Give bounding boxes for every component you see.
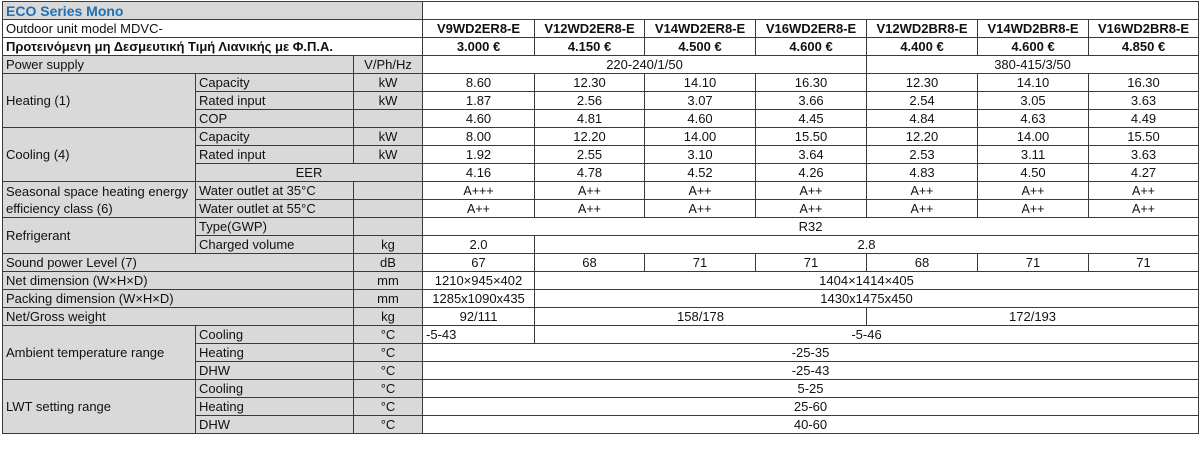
- lwt-dhw-value: 40-60: [423, 416, 1199, 434]
- weight-unit: kg: [354, 308, 423, 326]
- heating-rated-input-unit: kW: [354, 92, 423, 110]
- sound-value: 68: [867, 254, 978, 272]
- cooling-rated-input-value: 2.55: [535, 146, 645, 164]
- heating-capacity-value: 8.60: [423, 74, 535, 92]
- heating-capacity-row: [3, 74, 1199, 92]
- cooling-eer-value: 4.16: [423, 164, 535, 182]
- ambient-heating-label: Heating: [196, 344, 354, 362]
- heating-cop-value: 4.84: [867, 110, 978, 128]
- refrigerant-charged-value: 2.0: [423, 236, 535, 254]
- ambient-cooling-label: Cooling: [196, 326, 354, 344]
- price-value: 4.400 €: [867, 38, 978, 56]
- refrigerant-charged-value: 2.8: [535, 236, 1199, 254]
- cooling-capacity-unit: kW: [354, 128, 423, 146]
- sound-value: 71: [756, 254, 867, 272]
- cooling-rated-input-value: 3.11: [978, 146, 1089, 164]
- model-name: V12WD2ER8-E: [535, 20, 645, 38]
- seasonal-55-value: A++: [535, 200, 645, 218]
- cooling-eer-label: EER: [196, 164, 423, 182]
- model-name: V9WD2ER8-E: [423, 20, 535, 38]
- cooling-capacity-value: 12.20: [535, 128, 645, 146]
- lwt-cooling-label: Cooling: [196, 380, 354, 398]
- price-row: [3, 38, 1199, 56]
- weight-row: [3, 308, 1199, 326]
- cooling-eer-value: 4.50: [978, 164, 1089, 182]
- seasonal-35-row: [3, 182, 1199, 200]
- packing-dimension-unit: mm: [354, 290, 423, 308]
- packing-dimension-row: [3, 290, 1199, 308]
- heating-capacity-value: 16.30: [1089, 74, 1199, 92]
- cooling-rated-input-unit: kW: [354, 146, 423, 164]
- sound-label: Sound power Level (7): [3, 254, 354, 272]
- price-value: 4.500 €: [645, 38, 756, 56]
- lwt-cooling-value: 5-25: [423, 380, 1199, 398]
- cooling-capacity-value: 15.50: [1089, 128, 1199, 146]
- sound-value: 71: [645, 254, 756, 272]
- seasonal-55-value: A++: [1089, 200, 1199, 218]
- ambient-cooling-row: [3, 326, 1199, 344]
- model-row: [3, 20, 1199, 38]
- seasonal-35-value: A++: [535, 182, 645, 200]
- heating-cop-value: 4.60: [645, 110, 756, 128]
- table-title: ECO Series Mono: [3, 2, 423, 20]
- seasonal-35-value: A+++: [423, 182, 535, 200]
- weight-value: 172/193: [867, 308, 1199, 326]
- seasonal-35-value: A++: [756, 182, 867, 200]
- heating-cop-value: 4.49: [1089, 110, 1199, 128]
- power-supply-row: [3, 56, 1199, 74]
- lwt-dhw-unit: °C: [354, 416, 423, 434]
- refrigerant-type-unit: [354, 218, 423, 236]
- lwt-cooling-row: [3, 380, 1199, 398]
- seasonal-35-value: A++: [978, 182, 1089, 200]
- price-value: 3.000 €: [423, 38, 535, 56]
- seasonal-55-label: Water outlet at 55°C: [196, 200, 354, 218]
- price-value: 4.600 €: [978, 38, 1089, 56]
- heating-rated-input-value: 1.87: [423, 92, 535, 110]
- heating-rated-input-value: 3.63: [1089, 92, 1199, 110]
- heating-capacity-value: 12.30: [867, 74, 978, 92]
- model-name: V16WD2BR8-E: [1089, 20, 1199, 38]
- heating-rated-input-value: 2.56: [535, 92, 645, 110]
- cooling-rated-input-value: 1.92: [423, 146, 535, 164]
- cooling-capacity-value: 8.00: [423, 128, 535, 146]
- seasonal-35-value: A++: [1089, 182, 1199, 200]
- seasonal-55-value: A++: [423, 200, 535, 218]
- weight-label: Net/Gross weight: [3, 308, 354, 326]
- ambient-cooling-value: -5-43: [423, 326, 535, 344]
- ambient-cooling-unit: °C: [354, 326, 423, 344]
- cooling-capacity-label: Capacity: [196, 128, 354, 146]
- model-name: V14WD2ER8-E: [645, 20, 756, 38]
- model-row-label: Outdoor unit model MDVC-: [3, 20, 423, 38]
- packing-dimension-value: 1285x1090x435: [423, 290, 535, 308]
- price-value: 4.850 €: [1089, 38, 1199, 56]
- packing-dimension-label: Packing dimension (W×H×D): [3, 290, 354, 308]
- heating-capacity-value: 12.30: [535, 74, 645, 92]
- cooling-capacity-value: 15.50: [756, 128, 867, 146]
- title-row: [3, 2, 1199, 20]
- heating-cop-value: 4.63: [978, 110, 1089, 128]
- seasonal-55-value: A++: [645, 200, 756, 218]
- cooling-rated-input-label: Rated input: [196, 146, 354, 164]
- heating-rated-input-value: 2.54: [867, 92, 978, 110]
- heating-rated-input-value: 3.05: [978, 92, 1089, 110]
- seasonal-35-label: Water outlet at 35°C: [196, 182, 354, 200]
- net-dimension-row: [3, 272, 1199, 290]
- heating-capacity-value: 14.10: [978, 74, 1089, 92]
- net-dimension-label: Net dimension (W×H×D): [3, 272, 354, 290]
- refrigerant-charged-label: Charged volume: [196, 236, 354, 254]
- heating-capacity-label: Capacity: [196, 74, 354, 92]
- refrigerant-type-value: R32: [423, 218, 1199, 236]
- net-dimension-value: 1210×945×402: [423, 272, 535, 290]
- cooling-rated-input-value: 3.64: [756, 146, 867, 164]
- sound-value: 71: [1089, 254, 1199, 272]
- heating-cop-value: 4.81: [535, 110, 645, 128]
- model-name: V12WD2BR8-E: [867, 20, 978, 38]
- power-supply-label: Power supply: [3, 56, 354, 74]
- heating-rated-input-label: Rated input: [196, 92, 354, 110]
- weight-value: 92/111: [423, 308, 535, 326]
- heating-rated-input-value: 3.66: [756, 92, 867, 110]
- refrigerant-group-label: Refrigerant: [3, 218, 196, 254]
- cooling-rated-input-value: 3.10: [645, 146, 756, 164]
- heating-group-label: Heating (1): [3, 74, 196, 128]
- power-supply-unit: V/Ph/Hz: [354, 56, 423, 74]
- refrigerant-charged-unit: kg: [354, 236, 423, 254]
- seasonal-group-label: Seasonal space heating energy efficiency class (6): [3, 182, 196, 218]
- packing-dimension-value: 1430x1475x450: [535, 290, 1199, 308]
- cooling-capacity-row: [3, 128, 1199, 146]
- lwt-heating-unit: °C: [354, 398, 423, 416]
- cooling-eer-value: 4.26: [756, 164, 867, 182]
- price-value: 4.600 €: [756, 38, 867, 56]
- cooling-rated-input-value: 3.63: [1089, 146, 1199, 164]
- price-row-label: Προτεινόμενη μη Δεσμευτική Τιμή Λιανικής με Φ.Π.Α.: [3, 38, 423, 56]
- weight-value: 158/178: [535, 308, 867, 326]
- ambient-heating-value: -25-35: [423, 344, 1199, 362]
- heating-cop-value: 4.60: [423, 110, 535, 128]
- heating-capacity-unit: kW: [354, 74, 423, 92]
- seasonal-55-unit: [354, 200, 423, 218]
- heating-cop-unit: [354, 110, 423, 128]
- heating-capacity-value: 14.10: [645, 74, 756, 92]
- cooling-eer-value: 4.83: [867, 164, 978, 182]
- cooling-rated-input-value: 2.53: [867, 146, 978, 164]
- title-row-spacer: [423, 2, 1199, 20]
- cooling-group-label: Cooling (4): [3, 128, 196, 182]
- seasonal-55-value: A++: [867, 200, 978, 218]
- ambient-group-label: Ambient temperature range: [3, 326, 196, 380]
- model-name: V16WD2ER8-E: [756, 20, 867, 38]
- lwt-dhw-label: DHW: [196, 416, 354, 434]
- heating-capacity-value: 16.30: [756, 74, 867, 92]
- sound-value: 68: [535, 254, 645, 272]
- cooling-capacity-value: 14.00: [978, 128, 1089, 146]
- lwt-cooling-unit: °C: [354, 380, 423, 398]
- sound-unit: dB: [354, 254, 423, 272]
- lwt-group-label: LWT setting range: [3, 380, 196, 434]
- model-name: V14WD2BR8-E: [978, 20, 1089, 38]
- seasonal-55-value: A++: [756, 200, 867, 218]
- price-value: 4.150 €: [535, 38, 645, 56]
- power-supply-single-phase: 220-240/1/50: [423, 56, 867, 74]
- refrigerant-type-label: Type(GWP): [196, 218, 354, 236]
- power-supply-three-phase: 380-415/3/50: [867, 56, 1199, 74]
- ambient-dhw-value: -25-43: [423, 362, 1199, 380]
- refrigerant-type-row: [3, 218, 1199, 236]
- net-dimension-value: 1404×1414×405: [535, 272, 1199, 290]
- heating-cop-label: COP: [196, 110, 354, 128]
- sound-value: 71: [978, 254, 1089, 272]
- ambient-dhw-label: DHW: [196, 362, 354, 380]
- lwt-heating-value: 25-60: [423, 398, 1199, 416]
- seasonal-35-value: A++: [867, 182, 978, 200]
- sound-value: 67: [423, 254, 535, 272]
- cooling-capacity-value: 12.20: [867, 128, 978, 146]
- sound-row: [3, 254, 1199, 272]
- cooling-eer-value: 4.27: [1089, 164, 1199, 182]
- ambient-dhw-unit: °C: [354, 362, 423, 380]
- spec-table: [2, 1, 1199, 434]
- cooling-eer-value: 4.78: [535, 164, 645, 182]
- seasonal-35-unit: [354, 182, 423, 200]
- seasonal-35-value: A++: [645, 182, 756, 200]
- net-dimension-unit: mm: [354, 272, 423, 290]
- lwt-heating-label: Heating: [196, 398, 354, 416]
- ambient-cooling-value: -5-46: [535, 326, 1199, 344]
- ambient-heating-unit: °C: [354, 344, 423, 362]
- cooling-capacity-value: 14.00: [645, 128, 756, 146]
- cooling-eer-value: 4.52: [645, 164, 756, 182]
- heating-rated-input-value: 3.07: [645, 92, 756, 110]
- heating-cop-value: 4.45: [756, 110, 867, 128]
- seasonal-55-value: A++: [978, 200, 1089, 218]
